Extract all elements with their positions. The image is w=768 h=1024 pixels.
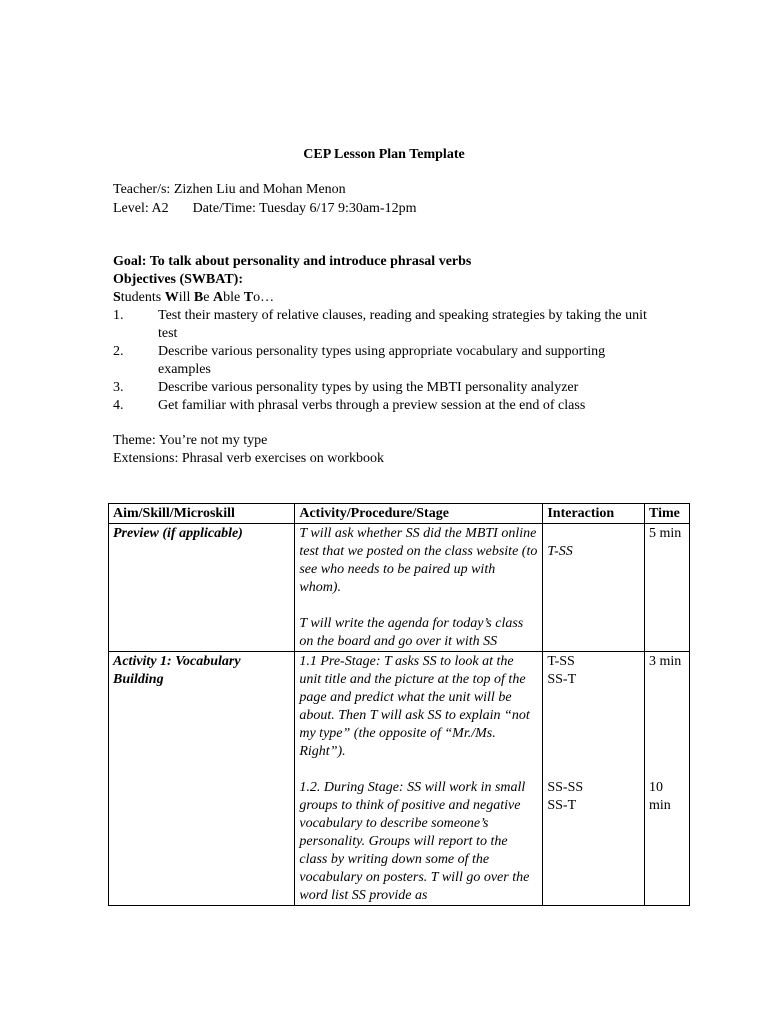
row-interaction: T-SS SS-T SS-SS SS-T: [543, 652, 645, 906]
objectives-list: [113, 307, 653, 415]
lesson-plan-table: [108, 503, 690, 906]
row-activity: 1.1 Pre-Stage: T asks SS to look at the unit title and the picture at the top of the page and predict what the unit will be about. Then T will ask SS to explain “not my type” (the opposite of “Mr./Ms. Right”). 1.2. During Stage: SS will work in small groups to think of positive and negative vocabulary to describe someone’s personality. Groups will report to the class by writing down some of the vocabulary on posters. T will go over the word list SS provide as: [295, 652, 543, 906]
objective-item: 4. Get familiar with phrasal verbs through a preview session at the end of class: [113, 398, 586, 413]
swbat-line: Students Will Be Able To…: [113, 290, 275, 305]
level-date-line: [113, 200, 653, 218]
objective-item: 2. Describe various personality types using appropriate vocabulary and supporting examples: [113, 344, 606, 377]
header-time: Time: [645, 504, 690, 524]
row-aim: Activity 1: Vocabulary Building: [109, 652, 295, 906]
row-interaction: T-SS: [543, 524, 645, 652]
table-row: [109, 652, 690, 906]
row-aim: Preview (if applicable): [109, 524, 295, 652]
table-row: [109, 524, 690, 652]
header-aim: Aim/Skill/Microskill: [109, 504, 295, 524]
teacher-line: Teacher/s: Zizhen Liu and Mohan Menon: [113, 182, 346, 197]
goal-line: Goal: To talk about personality and introduce phrasal verbs: [113, 254, 472, 269]
objectives-heading: Objectives (SWBAT):: [113, 272, 243, 287]
row-time: 3 min 10 min: [645, 652, 690, 906]
datetime-text: Date/Time: Tuesday 6/17 9:30am-12pm: [192, 201, 417, 216]
document-title: CEP Lesson Plan Template: [303, 147, 465, 162]
header-activity: Activity/Procedure/Stage: [295, 504, 543, 524]
table-header-row: [109, 504, 690, 524]
level-text: Level: A2: [113, 201, 169, 216]
objective-item: 3. Describe various personality types by using the MBTI personality analyzer: [113, 380, 579, 395]
row-time: 5 min: [645, 524, 690, 652]
objective-item: 1. Test their mastery of relative clauses, reading and speaking strategies by taking the unit test: [113, 308, 647, 341]
row-activity: T will ask whether SS did the MBTI online test that we posted on the class website (to see who needs to be paired up with whom). T will write the agenda for today’s class on the board and go over it with SS: [295, 524, 543, 652]
extensions-line: Extensions: Phrasal verb exercises on workbook: [113, 451, 384, 466]
theme-line: Theme: You’re not my type: [113, 433, 268, 448]
header-interaction: Interaction: [543, 504, 645, 524]
